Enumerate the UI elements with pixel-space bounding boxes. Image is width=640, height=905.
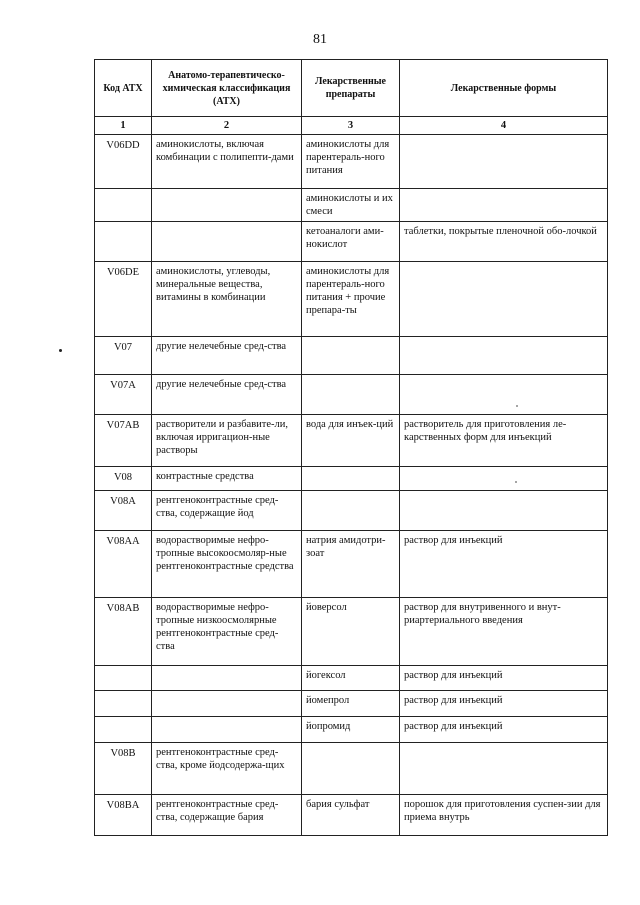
atc-code-cell: [95, 189, 152, 222]
atc-code-cell: [95, 222, 152, 262]
header-forms: Лекарственные формы: [400, 60, 608, 117]
drug-cell: [302, 491, 400, 531]
classification-cell: [152, 189, 302, 222]
atc-code-cell: V07AB: [95, 415, 152, 467]
drug-cell: йомепрол: [302, 691, 400, 717]
header-code: Код АТХ: [95, 60, 152, 117]
atc-code-cell: V08AA: [95, 531, 152, 598]
classification-cell: [152, 666, 302, 691]
classification-cell: контрастные средства: [152, 467, 302, 491]
scan-speck: [59, 349, 62, 352]
page-number: 81: [313, 32, 327, 47]
classification-cell: рентгеноконтрастные сред-ства, содержащие бария: [152, 795, 302, 836]
drug-cell: аминокислоты для парентераль-ного питания: [302, 135, 400, 189]
form-cell: порошок для приготовления суспен-зии для приема внутрь: [400, 795, 608, 836]
classification-cell: рентгеноконтрастные сред-ства, кроме йодсодержа-щих: [152, 743, 302, 795]
table-header-row: [95, 60, 608, 117]
form-cell: раствор для инъекций: [400, 666, 608, 691]
form-cell: раствор для внутривенного и внут-риартериального введения: [400, 598, 608, 666]
drug-cell: [302, 467, 400, 491]
drug-cell: аминокислоты для парентераль-ного питания + прочие препара-ты: [302, 262, 400, 337]
atc-code-cell: [95, 666, 152, 691]
atc-code-cell: V07A: [95, 375, 152, 415]
form-cell: растворитель для приготовления ле-карственных форм для инъекций: [400, 415, 608, 467]
drug-cell: натрия амидотри-зоат: [302, 531, 400, 598]
drug-cell: бария сульфат: [302, 795, 400, 836]
scan-speck: [515, 481, 517, 483]
drug-cell: кетоаналоги ами-нокислот: [302, 222, 400, 262]
header-drugs: Лекарственные препараты: [302, 60, 400, 117]
classification-cell: растворители и разбавите-ли, включая ирригацион-ные растворы: [152, 415, 302, 467]
atc-code-cell: V06DE: [95, 262, 152, 337]
form-cell: [400, 189, 608, 222]
table-row: [95, 717, 608, 743]
column-number: 4: [400, 117, 608, 135]
classification-cell: рентгеноконтрастные сред-ства, содержащие йод: [152, 491, 302, 531]
table-row: [95, 743, 608, 795]
form-cell: [400, 491, 608, 531]
table-row: [95, 531, 608, 598]
drug-cell: [302, 375, 400, 415]
atc-code-cell: V08B: [95, 743, 152, 795]
table-row: [95, 691, 608, 717]
form-cell: [400, 743, 608, 795]
atc-code-cell: V08A: [95, 491, 152, 531]
atc-code-cell: V06DD: [95, 135, 152, 189]
table-row: [95, 467, 608, 491]
atc-table: [94, 59, 608, 836]
classification-cell: другие нелечебные сред-ства: [152, 375, 302, 415]
scan-speck: [516, 405, 518, 407]
drug-cell: йогексол: [302, 666, 400, 691]
form-cell: [400, 337, 608, 375]
form-cell: [400, 467, 608, 491]
classification-cell: аминокислоты, углеводы, минеральные вещества, витамины в комбинации: [152, 262, 302, 337]
atc-code-cell: V07: [95, 337, 152, 375]
classification-cell: [152, 222, 302, 262]
form-cell: [400, 262, 608, 337]
drug-cell: [302, 337, 400, 375]
table-row: [95, 222, 608, 262]
classification-cell: водорастворимые нефро-тропные высокоосмоляр-ные рентгеноконтрастные средства: [152, 531, 302, 598]
form-cell: раствор для инъекций: [400, 531, 608, 598]
column-number: 3: [302, 117, 400, 135]
table-row: [95, 375, 608, 415]
table-row: [95, 491, 608, 531]
classification-cell: [152, 691, 302, 717]
table-row: [95, 795, 608, 836]
atc-code-cell: [95, 691, 152, 717]
classification-cell: другие нелечебные сред-ства: [152, 337, 302, 375]
atc-code-cell: V08AB: [95, 598, 152, 666]
drug-cell: йоверсол: [302, 598, 400, 666]
atc-code-cell: V08BA: [95, 795, 152, 836]
drug-cell: [302, 743, 400, 795]
classification-cell: аминокислоты, включая комбинации с полипепти-дами: [152, 135, 302, 189]
column-number-row: [95, 117, 608, 135]
classification-cell: [152, 717, 302, 743]
table-row: [95, 337, 608, 375]
table-row: [95, 598, 608, 666]
table-row: [95, 189, 608, 222]
table-row: [95, 262, 608, 337]
form-cell: раствор для инъекций: [400, 691, 608, 717]
column-number: 2: [152, 117, 302, 135]
drug-cell: йопромид: [302, 717, 400, 743]
header-classification: Анатомо-терапевтическо-химическая классификация (АТХ): [152, 60, 302, 117]
form-cell: раствор для инъекций: [400, 717, 608, 743]
column-number: 1: [95, 117, 152, 135]
drug-cell: аминокислоты и их смеси: [302, 189, 400, 222]
atc-code-cell: [95, 717, 152, 743]
form-cell: [400, 135, 608, 189]
form-cell: таблетки, покрытые пленочной обо-лочкой: [400, 222, 608, 262]
table-row: [95, 666, 608, 691]
drug-cell: вода для инъек-ций: [302, 415, 400, 467]
table-row: [95, 135, 608, 189]
form-cell: [400, 375, 608, 415]
atc-code-cell: V08: [95, 467, 152, 491]
table-row: [95, 415, 608, 467]
classification-cell: водорастворимые нефро-тропные низкоосмолярные рентгеноконтрастные сред-ства: [152, 598, 302, 666]
